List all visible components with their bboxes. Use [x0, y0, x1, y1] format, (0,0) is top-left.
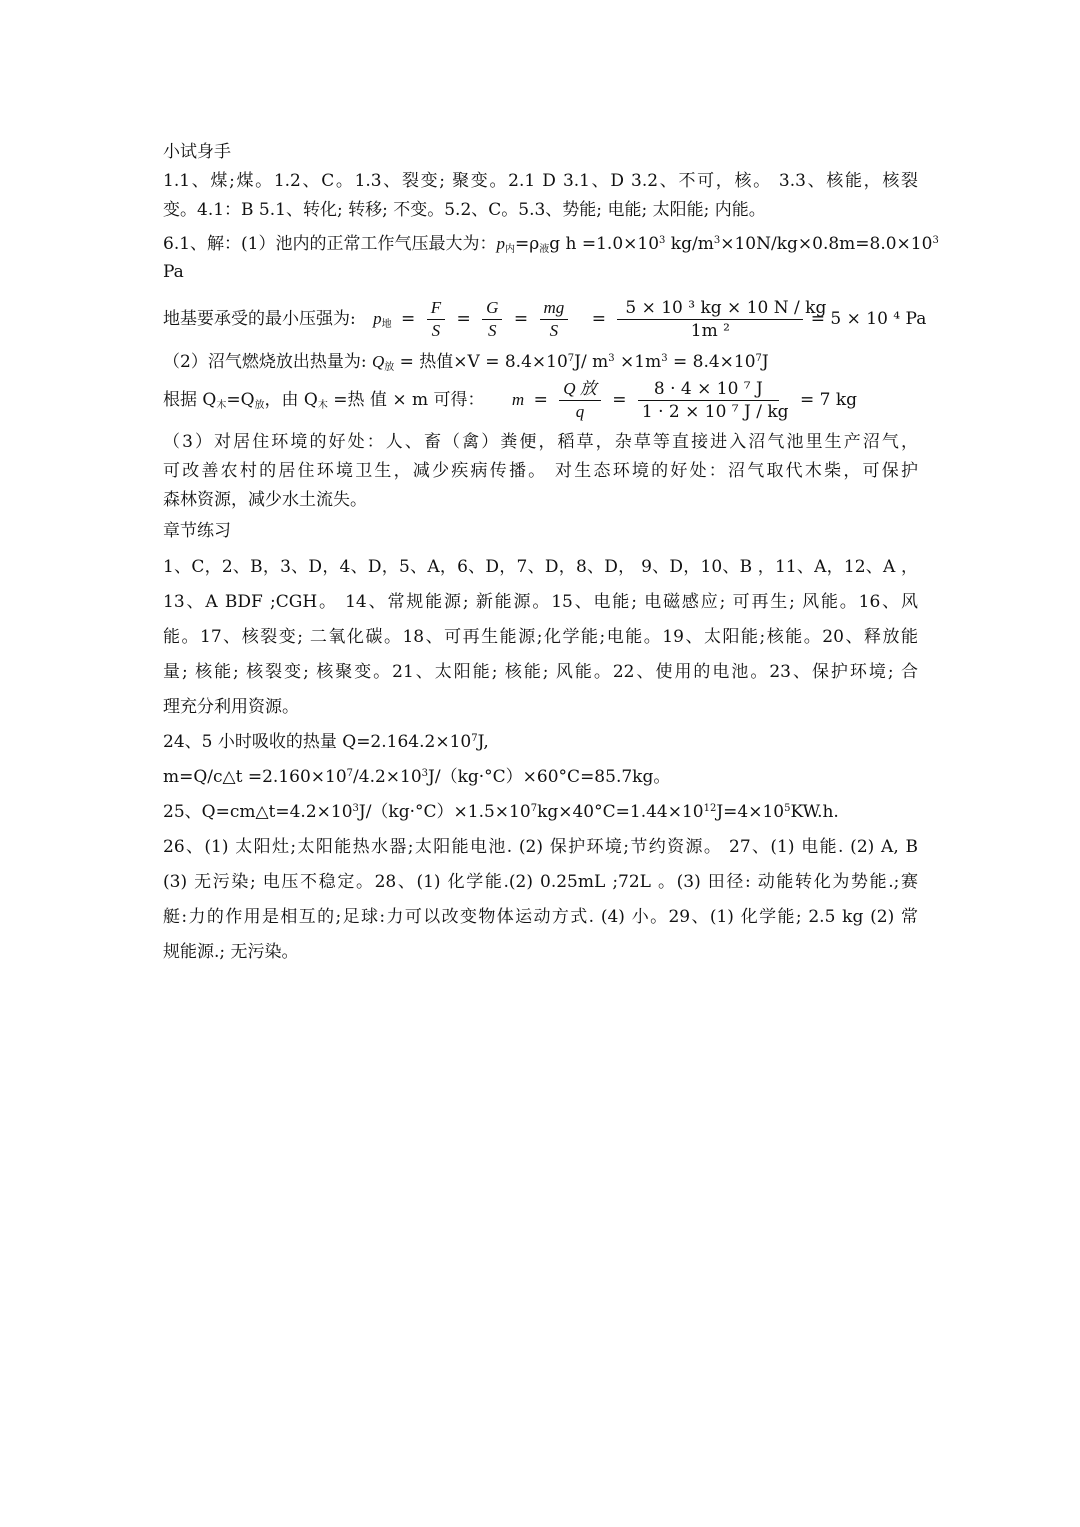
- answer-document: [163, 138, 939, 970]
- answer-line: Pa: [163, 262, 184, 282]
- answer-line: 艇:力的作用是相互的;足球:力可以改变物体运动方式. (4) 小。29、(1) 化学能; 2.5 kg (2) 常: [163, 907, 918, 927]
- answer-line-q24b: m=Q/c△t $=2.160\times 10^7/4.2\times 10^3J/(kg\cdot^\circ C)\times 60^\circ C=85.7kg$。: [163, 767, 671, 787]
- fraction-mass-value: $\frac{\text{8 · 4 × 10 ⁷ J}}{\text{1 · 2 × 10 ⁷ J / kg}}$: [638, 379, 793, 422]
- chapter-answers: [163, 550, 918, 970]
- answer-line: 26、(1) 太阳灶;太阳能热水器;太阳能电池. (2) 保护环境;节约资源。 27、(1) 电能. (2) A, B: [163, 837, 918, 857]
- answer-line: 可改善农村的居住环境卫生，减少疾病传播。 对生态环境的好处：沼气取代木柴，可保护: [163, 461, 918, 481]
- section-title-chapter: 章节练习: [163, 521, 231, 541]
- answer-line: 变。4.1：B 5.1、转化; 转移; 不变。5.2、C。5.3、势能; 电能; 太阳能; 内能。: [163, 200, 766, 220]
- answer-line-q25: 25、$Q=cm\triangle t=4.2\times 10^3J/(kg\cdot^\circ C)\times 1.5\times 10^7kg\times 40^\circ C=1.44\times 10^{12}J=4\times 10^5KW.h$.: [163, 802, 839, 822]
- answer-line-q6: 6.1、解：(1）池内的正常工作气压最大为：p内=ρ液g $h =1.0\times 10^3$ $kg/m^3\times 10N/kg\times 0.8m=8.0\times 10^3$: [163, 234, 939, 255]
- answer-line: (3) 无污染; 电压不稳定。28、(1) 化学能.(2) 0.25mL ;72L 。(3) 田径: 动能转化为势能.;赛: [163, 872, 918, 892]
- answer-line: 规能源.; 无污染。: [163, 942, 299, 962]
- pressure-equation: 地基要承受的最小压强为: p地 = $\frac{F}{S}$ = $\frac{G}{S}$ = $\frac{mg}{S}$ = $\frac{\text{5 × 10 ³ kg × 10 N / kg}}{\text{1m ²}}$ = 5 × 10 ⁴ Pa: [163, 298, 927, 341]
- answer-line: 1、C，2、B，3、D，4、D，5、A，6、D，7、D，8、D， 9、D，10、B ，11、A，12、A ，: [163, 557, 918, 577]
- fraction-g-over-s: $\frac{G}{S}$: [482, 298, 502, 341]
- answer-line: 能。17、核裂变; 二氧化碳。18、可再生能源;化学能;电能。19、太阳能;核能。20、释放能: [163, 627, 918, 647]
- fraction-q-over-q: $\frac{\text{Q 放}}{q}$: [559, 379, 601, 422]
- answer-line: （3）对居住环境的好处：人、畜（禽）粪便，稻草，杂草等直接进入沼气池里生产沼气，: [163, 432, 918, 452]
- fraction-f-over-s: $\frac{F}{S}$: [427, 298, 445, 341]
- answer-line: 森林资源，减少水土流失。: [163, 490, 367, 510]
- mass-equation: 根据 Q木=Q放，由 Q木 =热 值 × m 可得： m = $\frac{\text{Q 放}}{q}$ = $\frac{\text{8 · 4 × 10 ⁷ J}}{\text{1 · 2 × 10 ⁷ J / kg}}$ = 7 kg: [163, 379, 858, 422]
- answer-line-q24: 24、5 小时吸收的热量 $Q=2.164.2\times 10^7J$,: [163, 732, 489, 752]
- fraction-mg-over-s: $\frac{mg}{S}$: [540, 298, 569, 341]
- answer-line: 量; 核能; 核裂变; 核聚变。21、太阳能; 核能; 风能。22、使用的电池。23、保护环境; 合: [163, 662, 918, 682]
- section-title-practice: 小试身手: [163, 142, 231, 162]
- answer-line: 13、A BDF ;CGH。 14、常规能源; 新能源。15、电能; 电磁感应; 可再生; 风能。16、风: [163, 592, 918, 612]
- answer-line: 理充分利用资源。: [163, 697, 299, 717]
- answer-line: 1.1、煤;煤。1.2、C。1.3、裂变; 聚变。2.1 D 3.1、D 3.2、不可，核。 3.3、核能，核裂: [163, 171, 918, 191]
- fraction-pressure-value: $\frac{\text{5 × 10 ³ kg × 10 N / kg}}{\text{1m ²}}$: [617, 298, 803, 341]
- answer-line-q6-2: （2）沼气燃烧放出热量为: Q放 = 热值$\times V = 8.4\times 10^7J/$ $m^3 \times 1m^3 = 8.4\times 10^7J$: [163, 352, 769, 373]
